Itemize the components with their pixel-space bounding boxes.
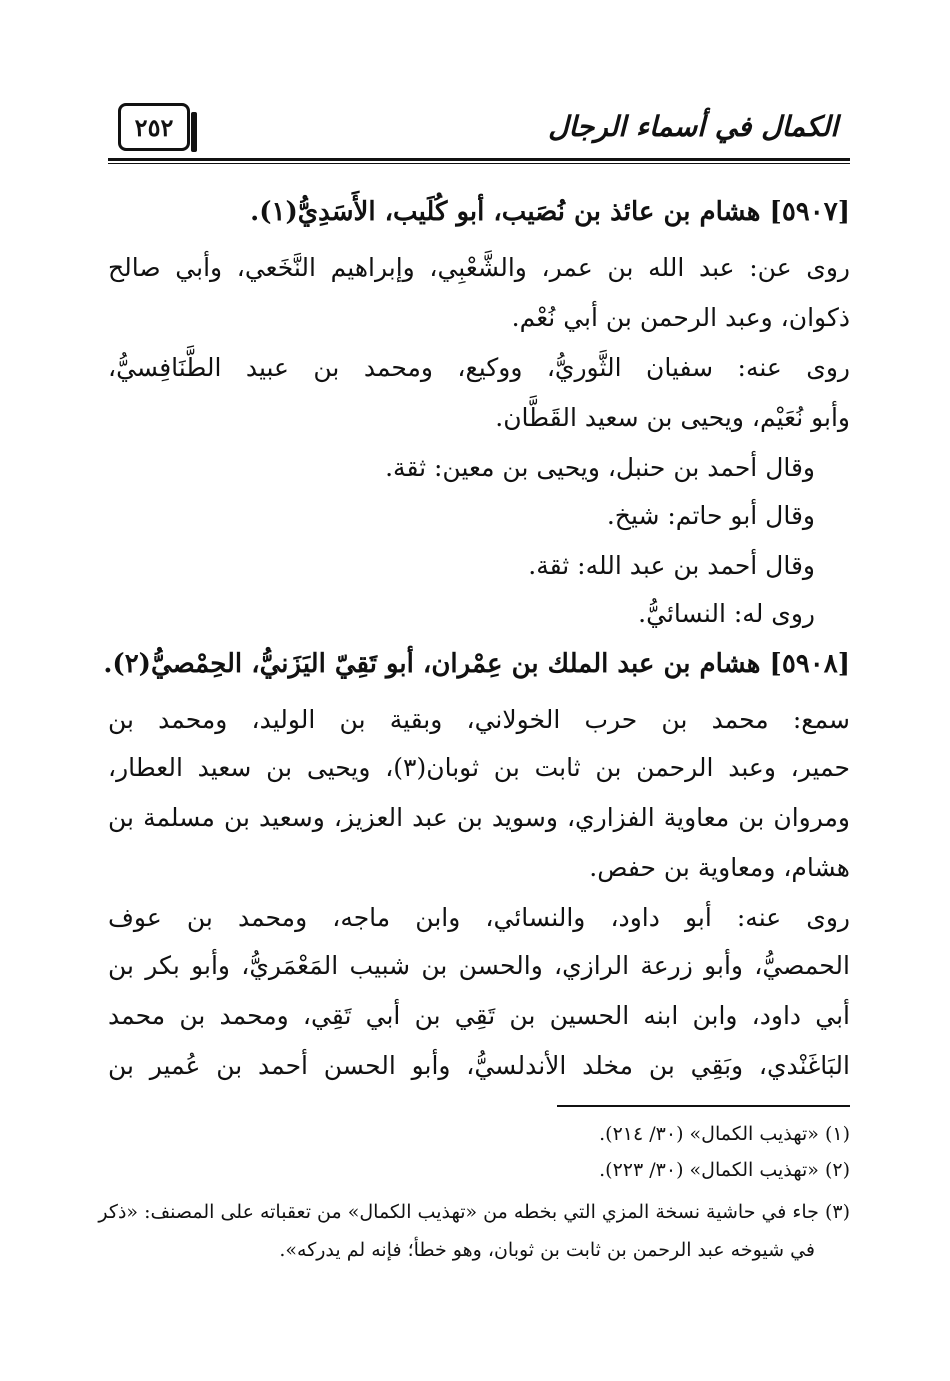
body-line: روى عن: عبد الله بن عمر، والشَّعْبِي، وإبراهيم النَّخَعي، وأبي صالح [108, 253, 850, 282]
footnote-3: (٣) جاء في حاشية نسخة المزي التي بخطه من «تهذيب الكمال» من تعقباته على المصنف: «ذكر [98, 1201, 850, 1223]
body-line: روى عنه: أبو داود، والنسائي، وابن ماجه، ومحمد بن عوف [108, 903, 850, 932]
body-line: روى عنه: سفيان الثَّوريُّ، ووكيع، ومحمد بن عبيد الطَّنَافِسيُّ، [108, 353, 850, 382]
entry-heading-5907: [٥٩٠٧] هشام بن عائذ بن نُصَيب، أبو كُلَيب، الأَسَدِيُّ(١). [250, 197, 850, 227]
body-line: روى له: النسائيُّ. [638, 599, 815, 628]
body-line: ذكوان، وعبد الرحمن بن أبي نُعْم. [511, 303, 850, 332]
page-number: ٢٥٢ [118, 103, 190, 151]
body-line: وقال أبو حاتم: شيخ. [606, 501, 815, 530]
header-rule [108, 158, 850, 161]
body-line: هشام، ومعاوية بن حفص. [589, 853, 850, 882]
body-line: وقال أحمد بن عبد الله: ثقة. [528, 551, 815, 580]
body-line: الحمصيُّ، وأبو زرعة الرازي، والحسن بن شبيب المَعْمَريُّ، وأبو بكر بن [108, 951, 850, 980]
body-line: حمير، وعبد الرحمن بن ثابت بن ثوبان(٣)، ويحيى بن سعيد العطار، [108, 753, 850, 782]
running-title: الكمال في أسماء الرجال [548, 110, 838, 143]
footnote-3-continued: في شيوخه عبد الرحمن بن ثابت بن ثوبان، وهو خطأ؛ فإنه لم يدركه». [279, 1239, 815, 1261]
body-line: وأبو نُعَيْم، ويحيى بن سعيد القَطَّان. [495, 403, 850, 432]
entry-heading-5908: [٥٩٠٨] هشام بن عبد الملك بن عِمْران، أبو تَقِيّ اليَزَنيُّ، الحِمْصيُّ(٢). [103, 649, 850, 679]
body-line: سمع: محمد بن حرب الخولاني، وبقية بن الوليد، ومحمد بن [108, 705, 850, 734]
footnote-2: (٢) «تهذيب الكمال» (٣٠/ ٢٢٣). [599, 1159, 850, 1181]
body-line: البَاغَنْدي، وبَقِي بن مخلد الأندلسيُّ، وأبو الحسن أحمد بن عُمير بن [108, 1051, 850, 1080]
body-line: أبي داود، وابن ابنه الحسين بن تَقِي بن أبي تَقِي، ومحمد بن محمد [108, 1001, 850, 1030]
header-rule-thin [108, 163, 850, 164]
footnote-1: (١) «تهذيب الكمال» (٣٠/ ٢١٤). [599, 1123, 850, 1145]
body-line: ومروان بن معاوية الفزاري، وسويد بن عبد العزيز، وسعيد بن مسلمة بن [108, 803, 850, 832]
footnote-separator [557, 1105, 850, 1107]
body-line: وقال أحمد بن حنبل، ويحيى بن معين: ثقة. [385, 453, 815, 482]
